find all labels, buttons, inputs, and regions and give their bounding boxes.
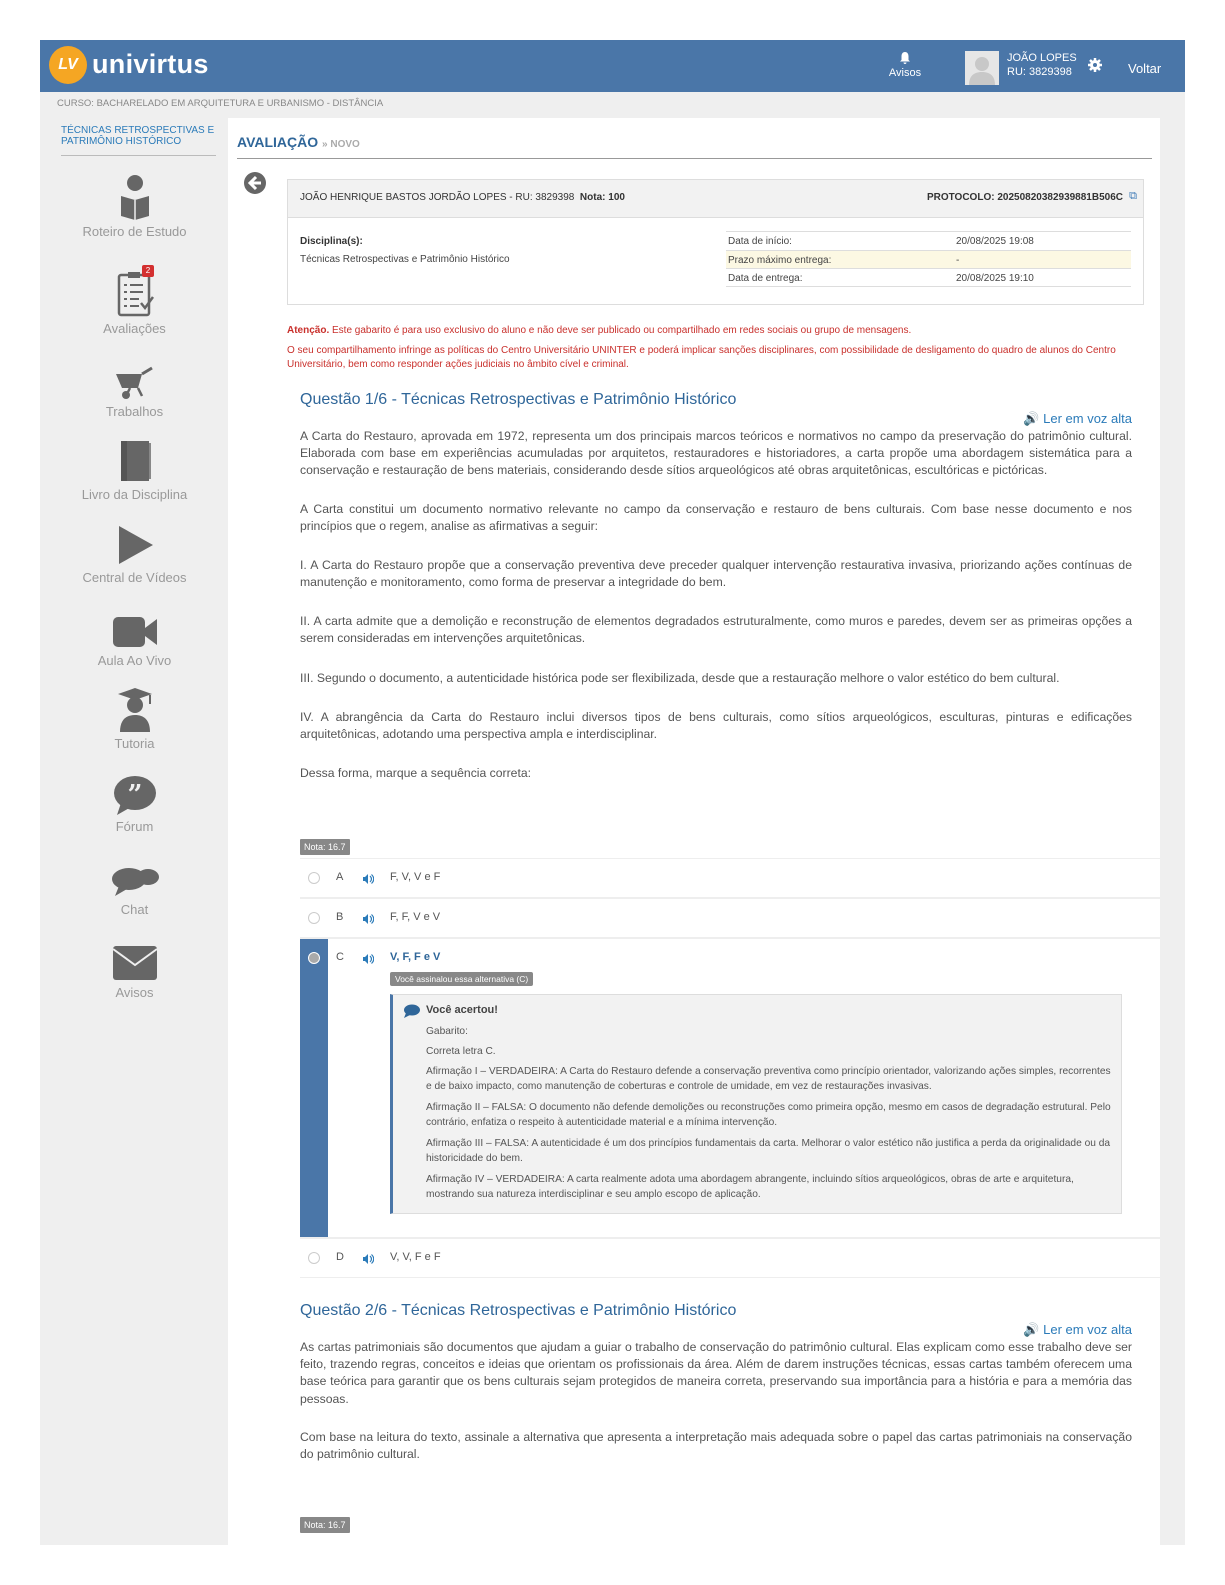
- copy-icon[interactable]: ⧉: [1129, 190, 1137, 202]
- date-value: 20/08/2025 19:08: [956, 236, 1034, 247]
- student-line: [300, 192, 625, 203]
- discipline-label: Disciplina(s):: [300, 236, 363, 247]
- app-frame: [40, 40, 1185, 1545]
- question-paragraph: A Carta constitui um documento normativo relevante no campo da conservação e restauro de bens culturais. Com base nesse documento e nos princípios que o regem, analise as afirmativas a seguir:: [300, 502, 1132, 534]
- play-icon: [115, 524, 155, 566]
- alternative-d[interactable]: [300, 1238, 1160, 1278]
- chat-icon: [111, 866, 159, 898]
- sidebar-item-label: Trabalhos: [105, 404, 164, 419]
- alternative-letter: B: [336, 911, 344, 923]
- discipline-value: Técnicas Retrospectivas e Patrimônio Histórico: [300, 254, 510, 265]
- grade-value: 100: [608, 192, 625, 203]
- read-aloud-button[interactable]: [1023, 411, 1132, 427]
- sidebar-item-label: Avaliações: [103, 321, 166, 336]
- avatar[interactable]: [965, 51, 999, 85]
- warning-text: Este gabarito é para uso exclusivo do aluno e não deve ser publicado ou compartilhado em redes sociais ou grupo de mensagens.: [332, 325, 912, 336]
- sidebar-item-livro[interactable]: [53, 431, 216, 502]
- speaker-icon: 🔊: [1023, 411, 1040, 426]
- feedback-line: Afirmação I – VERDADEIRA: A Carta do Restauro defende a conservação preventiva como princípio orientador, valorizando ações simples, recorrentes e de baixo impacto, como manutenção de coberturas e controle de umidade, em vez de restaurações invasivas.: [426, 1066, 1111, 1092]
- question-1-title: Questão 1/6 - Técnicas Retrospectivas e Patrimônio Histórico: [300, 391, 737, 408]
- sidebar-item-chat[interactable]: [53, 846, 216, 917]
- question-paragraph: II. A carta admite que a demolição e reconstrução de elementos degradados estruturalmente, como muros e paredes, devem ser as primeiras opções a serem consideradas em intervenções arquitetônicas.: [300, 614, 1132, 646]
- user-ru: RU: 3829398: [1007, 66, 1072, 78]
- date-row: [726, 231, 1131, 250]
- submission-info: [287, 179, 1144, 305]
- logo-mark[interactable]: LV: [49, 46, 87, 84]
- arrow-left-circle-icon: [243, 171, 267, 195]
- read-aloud-button[interactable]: [1023, 1322, 1132, 1338]
- notices-button[interactable]: [885, 51, 925, 79]
- svg-text:”: ”: [127, 780, 142, 810]
- sidebar-item-trabalhos[interactable]: [53, 348, 216, 419]
- book-icon: [117, 439, 153, 483]
- selected-badge: Você assinalou essa alternativa (C): [390, 972, 533, 986]
- feedback-line: Correta letra C.: [426, 1046, 496, 1057]
- question-paragraph: Com base na leitura do texto, assinale a alternativa que apresenta a interpretação mais adequada sobre o papel das cartas patrimoniais na conservação do patrimônio cultural.: [300, 1430, 1132, 1462]
- grade-badge: Nota: 16.7: [300, 839, 350, 855]
- wheelbarrow-icon: [112, 366, 158, 400]
- user-silhouette-icon: [965, 51, 999, 85]
- bell-icon: [898, 51, 912, 65]
- sidebar-item-label: Roteiro de Estudo: [82, 224, 187, 239]
- sidebar-item-avisos[interactable]: [53, 929, 216, 1000]
- settings-button[interactable]: [1087, 57, 1103, 78]
- alternative-text: F, F, V e V: [390, 911, 441, 923]
- gear-icon: [1087, 57, 1103, 73]
- question-paragraph: III. Segundo o documento, a autenticidade histórica pode ser flexibilizada, desde que a restauração melhore o valor estético do bem cultural.: [300, 671, 1060, 685]
- warning-bold: Atenção.: [287, 325, 330, 336]
- breadcrumb: [237, 134, 360, 150]
- feedback-line: Afirmação III – FALSA: A autenticidade é um dos princípios fundamentais da carta. Melhorar o valor estético não justifica a perda da originalidade ou da historicidade do bem.: [426, 1138, 1111, 1164]
- date-row: [726, 250, 1131, 269]
- question-paragraph: As cartas patrimoniais são documentos que ajudam a guiar o trabalho de conservação do patrimônio cultural. Elas explicam como esse trabalho deve ser feito, trazendo regras, conceitos e ideias que orientam os profissionais da área. Além de darem instruções técnicas, essas cartas também oferecem uma base teórica para garantir que os bens culturais sejam protegidos de maneira correta, preservando sua importância para a história e para a memória das pessoas.: [300, 1340, 1132, 1406]
- grade-badge: Nota: 16.7: [300, 1517, 350, 1533]
- sidebar-item-videos[interactable]: [53, 514, 216, 585]
- date-label: Data de início:: [728, 236, 792, 247]
- radio-button[interactable]: [308, 872, 320, 884]
- date-row: [726, 268, 1131, 287]
- top-bar: [40, 40, 1185, 92]
- date-value: 20/08/2025 19:10: [956, 273, 1034, 284]
- alternative-a[interactable]: [300, 858, 1160, 898]
- graduate-icon: [114, 686, 156, 732]
- alternative-letter: D: [336, 1251, 344, 1263]
- selected-indicator: [300, 939, 328, 1237]
- sidebar-item-label: Livro da Disciplina: [81, 487, 188, 502]
- speaker-icon[interactable]: [362, 911, 374, 929]
- question-2-title: Questão 2/6 - Técnicas Retrospectivas e Patrimônio Histórico: [300, 1302, 737, 1319]
- warning-line-1: [287, 325, 911, 336]
- back-link[interactable]: Voltar: [1128, 61, 1162, 76]
- main-content: [228, 118, 1160, 1545]
- alternative-text: F, V, V e F: [390, 871, 441, 883]
- radio-button[interactable]: [308, 1252, 320, 1264]
- feedback-line: Afirmação II – FALSA: O documento não defende demolições ou reconstruções como primeira opção, mesmo em casos de degradação estrutural. Pelo contrário, enfatiza o respeito à autenticidade material e a mínima intervenção.: [426, 1102, 1111, 1128]
- question-paragraph: A Carta do Restauro, aprovada em 1972, representa um dos principais marcos teóricos e normativos no campo da preservação do patrimônio cultural. Elaborada com base em experiências acumuladas por arquitetos, restauradores e historiadores, a carta propõe uma abordagem sistemática para a conservação e restauração de bens materiais, considerando desde sítios arqueológicos até obras arquitetônicas, escultóricas e pictóricas.: [300, 429, 1132, 478]
- sidebar-item-label: Tutoria: [114, 736, 155, 751]
- user-name: JOÃO LOPES: [1007, 52, 1077, 64]
- warning-line-2: O seu compartilhamento infringe as políticas do Centro Universitário UNINTER e poderá implicar sanções disciplinares, com possibilidade de desligamento do quadro de alunos do Centro Universitário, bem como responder ações judiciais no âmbito cível e criminal.: [287, 345, 1116, 370]
- alternative-c[interactable]: [300, 938, 1160, 1238]
- user-info: [1007, 51, 1077, 79]
- grade-label: Nota:: [579, 192, 606, 203]
- alternative-b[interactable]: [300, 898, 1160, 938]
- dates-table: [726, 231, 1131, 287]
- student-name: JOÃO HENRIQUE BASTOS JORDÃO LOPES - RU: 3829398: [300, 192, 575, 203]
- comment-icon: [403, 1004, 420, 1023]
- back-arrow-button[interactable]: [243, 171, 267, 200]
- radio-button[interactable]: [308, 912, 320, 924]
- feedback-title: Você acertou!: [426, 1004, 498, 1016]
- sidebar-item-roteiro[interactable]: [53, 168, 216, 239]
- question-paragraph: I. A Carta do Restauro propõe que a conservação preventiva deve preceder qualquer intervenção restaurativa invasiva, priorizando ações contínuas de manutenção e monitoramento, como forma de preservar a integridade do bem.: [300, 558, 1132, 590]
- speaker-icon[interactable]: [362, 951, 374, 969]
- date-label: Data de entrega:: [728, 273, 803, 284]
- sidebar-item-label: Central de Vídeos: [82, 570, 187, 585]
- sidebar-item-label: Aula Ao Vivo: [97, 653, 172, 668]
- sidebar-item-forum[interactable]: [53, 763, 216, 834]
- logo-text[interactable]: univirtus: [92, 49, 209, 79]
- sidebar-item-label: Avisos: [115, 985, 154, 1000]
- info-header: [288, 180, 1143, 218]
- clipboard-icon: [115, 271, 155, 317]
- date-value: -: [956, 254, 960, 266]
- quote-bubble-icon: [113, 775, 157, 815]
- video-camera-icon: [112, 615, 158, 649]
- speaker-icon: 🔊: [1023, 1322, 1040, 1337]
- question-paragraph: IV. A abrangência da Carta do Restauro inclui diversos tipos de bens culturais, como sítios arqueológicos, esculturas, pinturas e edificações arquitetônicas, adotando uma perspectiva ampla e interdisciplinar.: [300, 710, 1132, 742]
- sidebar: [53, 118, 228, 1545]
- speaker-icon[interactable]: [362, 1251, 374, 1269]
- alternative-letter: C: [336, 951, 344, 963]
- read-aloud-label: Ler em voz alta: [1043, 411, 1132, 426]
- sidebar-discipline-title[interactable]: TÉCNICAS RETROSPECTIVAS E PATRIMÔNIO HISTÓRICO: [61, 125, 216, 156]
- page-title: AVALIAÇÃO: [237, 134, 319, 150]
- feedback-panel: [390, 994, 1122, 1214]
- alternative-letter: A: [336, 871, 344, 883]
- read-aloud-label: Ler em voz alta: [1043, 1322, 1132, 1337]
- sidebar-item-label: Fórum: [115, 819, 154, 834]
- sidebar-item-avaliacoes[interactable]: [53, 265, 216, 336]
- breadcrumb-sub: » NOVO: [322, 139, 360, 150]
- sidebar-item-label: Chat: [120, 902, 149, 917]
- reader-icon: [115, 174, 155, 220]
- envelope-icon: [112, 945, 158, 981]
- alternative-text: V, V, F e F: [390, 1251, 441, 1263]
- divider: [237, 158, 1152, 159]
- question-paragraph: Dessa forma, marque a sequência correta:: [300, 766, 531, 780]
- feedback-line: Afirmação IV – VERDADEIRA: A carta realmente adota uma abordagem abrangente, incluindo sítios arqueológicos, obras de arte e arquitetura, mostrando sua natureza interdisciplinar e seu amplo escopo de aplicação.: [426, 1174, 1074, 1200]
- sidebar-item-tutoria[interactable]: [53, 680, 216, 751]
- protocol: PROTOCOLO: 20250820382939881B506C: [926, 192, 1123, 203]
- date-label: Prazo máximo entrega:: [728, 254, 832, 266]
- radio-button[interactable]: [308, 952, 320, 964]
- alternative-text: V, F, F e V: [390, 951, 441, 963]
- feedback-line: Gabarito:: [426, 1026, 468, 1037]
- sidebar-item-aula-ao-vivo[interactable]: [53, 597, 216, 668]
- speaker-icon[interactable]: [362, 871, 374, 889]
- notices-label: Avisos: [888, 67, 922, 79]
- course-line: CURSO: BACHARELADO EM ARQUITETURA E URBANISMO - DISTÂNCIA: [57, 98, 384, 109]
- evaluations-badge: 2: [142, 265, 154, 277]
